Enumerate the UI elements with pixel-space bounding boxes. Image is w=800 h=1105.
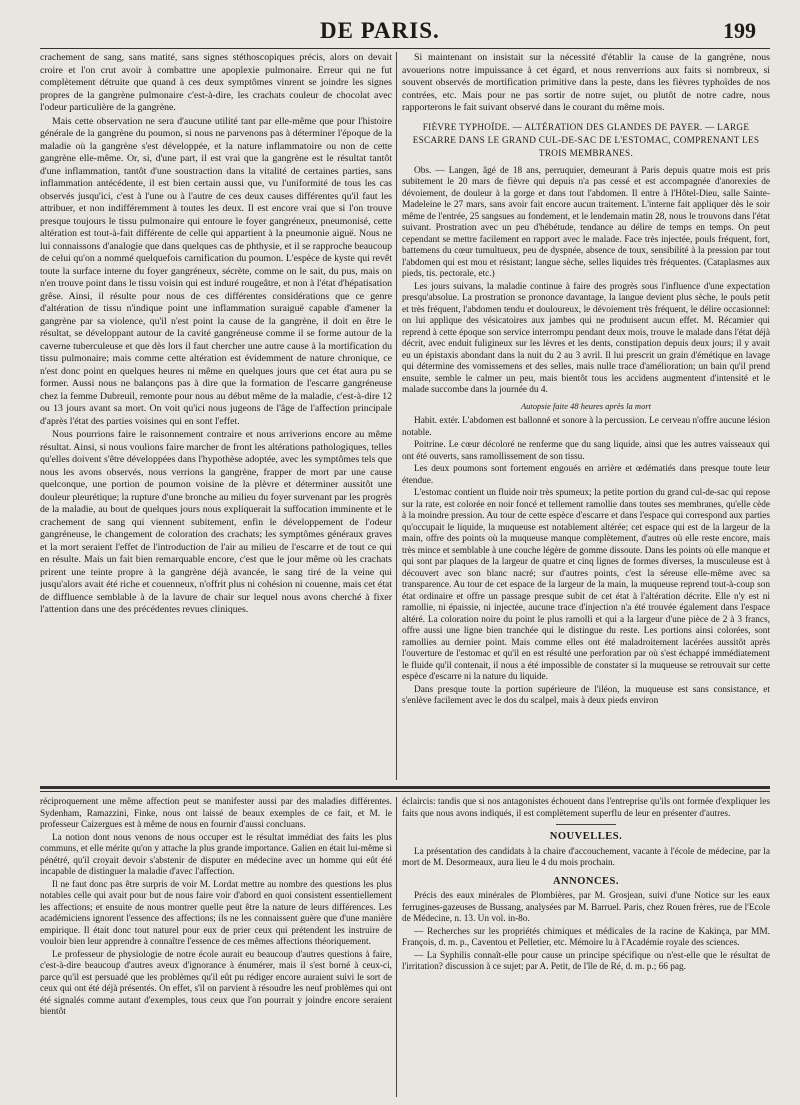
case-heading: FIÈVRE TYPHOÏDE. — ALTÉRATION DES GLANDES DE PAYER. — LARGE ESCARRE DANS LE GRAND CUL-DE-SAC DE L'ESTOMAC, COMPRENANT LES TROIS MEMBRANES. <box>412 121 760 158</box>
paragraph: La notion dont nous venons de nous occuper est le résultat immédiat des faits les plus communs, et elle mérite qu'on y attache la plus grande importance. Galien en était lui-même si pénétré, qu'il croyait devoir s'abstenir de disputer en médecine avec un homme qui eût été incapable de distinguer la maladie d'avec l'affection. <box>40 832 392 877</box>
divider <box>556 824 616 825</box>
paragraph: Nous pourrions faire le raisonnement contraire et nous arriverions encore au même résultat. Ainsi, si nous voulions faire marcher de front les altérations pathologiques, telles qu'elles doivent s'être développées dans l'hypothèse adoptée, avec les symptômes tels que nous les avons observés, nous verrions la gangrène, frapper de mort par une cause quelconque, une portion de poumon voisine de la plèvre et déterminer aussitôt une douleur pleurétique; la rupture d'une bronche au milieu du foyer survenant par les progrès de la maladie, au bout de quelques jours nous expliquerait la suffocation imminente et le crachement de sang qui viennent subitement, enfin le développement de l'odeur gangréneuse, le changement de coloration des crachats; les symptômes généraux graves et la mort seraient l'effet de l'introduction de l'air au milieu de l'escarre et de tout ce qui en résulte. Mais un fait bien remarquable encore, c'est que le jour même où les crachats prirent une teinte propre à la gangrène déjà avancée, le sang tiré de la veine qui jusqu'alors avait été riche et couenneux, n'offrit plus ni cohésion ni couenne, mais cet état de diffluence semblable à de la lavure de chair sur lequel nous avons cherché à fixer l'attention dans une des précédentes revues cliniques. <box>40 429 392 615</box>
observation-paragraph: Les jours suivans, la maladie continue à faire des progrès sous l'influence d'une expectation presqu'absolue. La prostration se prononce davantage, la langue devient plus sèche, le pouls petit et très fréquent, l'abdomen tendu et douloureux, le dévoiement très fréquent, le délire occasionnel: on lui applique des vésicatoires aux jambes qui ne produisent aucun effet. M. Récamier qui reprend à cette époque son service interrompu pendant deux mois, trouve le malade dans l'état déjà décrit, avec enduit fuligineux sur les lèvres et les dents, constipation depuis deux jours; il y avait eu un épistaxis abondant dans la nuit du 2 au 3 avril. Il lui prescrit un grain d'émétique en lavage qui détermine des vomissemens et des selles, mais nulle trace d'amélioration; un bain qu'il prend ensuite, semble le calmer un peu, mais bientôt tous les accidens augmentent d'intensité et le malade succombe dans la journée du 4. <box>402 281 770 395</box>
paragraph: Il ne faut donc pas être surpris de voir M. Lordat mettre au nombre des questions les plus notables celle qui avait pour but de nous faire voir d'abord en quoi consistent essentiellement les affections; et ensuite de nous montrer quelle peut être la nature de leurs différences. Les académiciens ignorent l'essence des affections; ils ne les connaissent guère que d'une manière empirique. Il était donc tout naturel pour eux de prier ceux qui prétendent les instruire de vouloir bien leur apprendre à connaître l'essence de ces mêmes affections théoriquement. <box>40 879 392 947</box>
running-head: DE PARIS. <box>320 18 440 43</box>
column-divider <box>396 52 397 780</box>
autopsy-paragraph: L'estomac contient un fluide noir très spumeux; la petite portion du grand cul-de-sac qui repose sur la rate, est colorée en noir foncé et tellement ramollie dans toutes ses membranes, qu'elle cède à la moindre pression. Au tour de cette espèce d'escarre et dans l'espace qui correspond aux parties qu'occupait le liquide, la muqueuse est notablement altérée; cet espace qui est de la largeur de la main, offre des points où la muqueuse manque complètement, d'autres où elle reste encore, mais très mince et semblable à une couche légère de gomme dissoute. Dans les points où elle manque et qui sont par plaques de la largeur de quatre et cinq lignes de formes diverses, la musculeuse est à découvert avec son blanc nacré; sur d'autres points, c'est la séreuse elle-même avec sa transparence. Au tour de cet espace de la largeur de la main, la muqueuse reprend tout-à-coup son état ordinaire et offre un passage presque subit de cet état à l'altération décrite. Elle n'y est ni ramollie, ni épaissie, ni injectée, aucune trace d'injection n'a été trouvée également dans l'espace altéré. La coloration noire du point le plus ramolli et qui a la largeur d'une pièce de 2 à 3 francs, offre aussi une ligne bien tranchée qui le distingue du reste. Les portions ainsi colorées, sont ramollies au dernier point. Mais comme elles ont été maladroitement lacérées aussitôt après l'ouverture de l'estomac et qu'il en est résulté une perforation par où s'est échappé immédiatement le fluide qu'il contenait, il nous a été impossible de constater si la muqueuse se retrouvait sur cette espèce d'escarre ni la nature du liquide. <box>402 488 770 682</box>
paragraph: réciproquement une même affection peut se manifester aussi par des maladies différentes. Sydenham, Ramazzini, Finke, nous ont laissé de beaux exemples de ce fait, et M. le professeur Caizergues est à même de nous en fournir d'aussi concluans. <box>40 797 392 830</box>
paragraph: éclaircis: tandis que si nos antagonistes échouent dans l'entreprise qu'ils ont formée d'expliquer les faits que nous avons indiqués, il est complètement superflu de leur en présenter d'autres. <box>402 797 770 819</box>
section-rule <box>40 791 770 792</box>
column-divider <box>396 797 397 1097</box>
paragraph: Si maintenant on insistait sur la nécessité d'établir la cause de la gangrène, nous avouerions notre impuissance à cet égard, et nous renverrions aux faits si nombreux, si souvent observés de mortification primitive dans la peste, dans les fièvres typhoïdes de nos contrées, etc. Mais pour ne pas sortir de notre sujet, ou plutôt de notre cadre, nous rapporterons le fait suivant observé dans le courant du même mois. <box>402 52 770 113</box>
paragraph: Le professeur de physiologie de notre école aurait eu beaucoup d'autres questions à faire, c'est-à-dire beaucoup d'autres aveux d'ignorance à énumérer, mais il s'est borné à ceux-ci, parce qu'il est persuadé que les problèmes qu'il eût pu rédiger encore auraient suivi le sort de ceux qui ont été déjà présentés. On effet, s'il on parvient à résoudre les neuf problèmes qui ont été signalés comme autant d'exemples, tous ceux que l'on pourrait y joindre encore seraient bientôt <box>40 949 392 1017</box>
annonces-title: ANNONCES. <box>552 875 620 887</box>
nouvelles-text: La présentation des candidats à la chaire d'accouchement, vacante à l'école de médecine, par la mort de M. Desormeaux, aura lieu le 4 du mois prochain. <box>402 846 770 868</box>
autopsy-paragraph: Poitrine. Le cœur décoloré ne renferme que du sang liquide, ainsi que les autres vaisseaux qui ont été ouverts, sans ramollissement de son tissu. <box>402 440 770 462</box>
left-column-bottom <box>40 797 392 1097</box>
page-header <box>0 14 800 46</box>
autopsy-paragraph: Habit. extér. L'abdomen est ballonné et sonore à la percussion. Le cerveau n'offre aucune lésion notable. <box>402 416 770 438</box>
section-rule <box>40 786 770 789</box>
announcement-item: — Recherches sur les propriétés chimiques et médicales de la racine de Kakinça, par MM. François, d. m. p., Caventou et Pelletier, etc. Mémoire lu à l'Académie royale des sciences. <box>402 926 770 948</box>
announcement-item: Précis des eaux minérales de Plombières, par M. Grosjean, suivi d'une Notice sur les eaux ferrugines-gazeuses de Bussang, analysées par M. Barruel. Paris, chez Rouen frères, rue de l'Ecole de Médecine, n. 13. Un vol. in-8o. <box>402 891 770 924</box>
right-column-top <box>402 52 770 780</box>
header-rule <box>40 48 770 49</box>
right-column-bottom <box>402 797 770 1097</box>
left-column-top <box>40 52 392 780</box>
nouvelles-title: NOUVELLES. <box>549 831 623 842</box>
autopsy-heading: Autopsie faite 48 heures après la mort <box>520 400 651 411</box>
observation-paragraph: Obs. — Langen, âgé de 18 ans, perruquier, demeurant à Paris depuis quatre mois est pris subitement le 20 mars de fièvre qui depuis n'a pas cessé et est accompagnée d'anorexies de dévoiement, de douleur à la gorge et dans tout l'abdomen. Il entre à l'Hôtel-Dieu, salle Sainte-Madeleine le 27 mars, sans avoir fait encore aucun traitement. L'interne fait appliquer dès le soir même de l'entrée, 25 sangsues au fondement, et le lendemain matin 28, nous le trouvons dans l'état suivant. Prostration avec un peu d'hébétude, tendance au délire de temps en temps. On peut cependant se mettre facilement en rapport avec le malade. Face très injectée, pouls fréquent, fort, battemens du cœur tumultueux, peu de dyspnée, absence de toux, sensibilité à la pression par tout l'abdomen qui est mou et résistant; langue sèche, selles liquides très fréquentes. (Cataplasmes aux pieds, tis. pectorale, etc.) <box>402 165 770 279</box>
paragraph: crachement de sang, sans matité, sans signes stéthoscopiques précis, alors on devait croire et l'on crut avoir à combattre une apoplexie pulmonaire. Erreur qui ne fut complètement détruite que quand à ces deux symptômes vinrent se joindre les signes propres de la gangrène pulmonaire c'est-à-dire, les crachats couleur de chocolat avec l'odeur particulière de la gangrène. <box>40 52 392 113</box>
paragraph: Mais cette observation ne sera d'aucune utilité tant par elle-même que pour l'histoire générale de la gangrène du poumon, si nous ne parvenons pas à déterminer l'époque de la maladie où la gangrène s'est développée, et la nature inflammatoire ou non de cette gangrène elle-même. Or, si, d'une part, il est vrai que la gangrène est le résultat tantôt d'une inflammation, tantôt d'une soustraction dans la vitalité de certaines parties, sans inflammation antécédente, il est bien certain aussi que, vu l'uniformité de tous les cas observés jusqu'ici, c'est à l'une ou à l'autre de ces deux causes différentes qu'il faut les attribuer, et non indifféremment à toutes les deux. Il est encore vrai que si l'on trouve presque toujours le tissu pulmonaire qui entoure le foyer gangréneux, pneumonisé, cette altération est tout-à-fait différente de celle qui appartient à la pneumonie aiguë. Nous ne lui connaissons d'analogie que dans quelques cas de phthysie, et il se rapproche beaucoup de celui qu'on a nommé quelquefois carnification du poumon. L'espèce de kyste qui revêt toute la surface interne du foyer gangréneux, sécrète, comme on le sait, du pus, mais on n'en trouve point dans le tissu voisin qui est induré rougeâtre, et non à l'état d'hépatisation grêse. Ainsi, il résulte pour nous de ces différentes considérations que ce genre d'altération de tissu n'indique point une inflammation suraiguë capable d'amener la gangrène par sa violence, qu'il n'est point la cause de la gangrène, il doit en être le résultat, se développant autour de la cavité gangréneuse comme il se forme autour de la caverne tuberculeuse et que dès lors il faut chercher une autre cause à la mortification du tissu pulmonaire; mais comme cette altération est évidemment de nature chronique, ce n'est donc point en quelques heures ni même en quelques jours que cet état aura pu se former. Aussi nous ne balançons pas à dire que la formation de l'escarre gangréneuse chez la femme Dubreuil, remonte pour nous au début même de la maladie, c'est-à-dire 12 ou 13 jours avant sa mort. On voit qu'ici nous jugeons de l'âge de l'affection principale d'après l'état des parties voisines qui en sont l'effet. <box>40 115 392 427</box>
autopsy-paragraph: Les deux poumons sont fortement engoués en arrière et œdématiés dans presque toute leur étendue. <box>402 464 770 486</box>
autopsy-paragraph: Dans presque toute la portion supérieure de l'iléon, la muqueuse est sans consistance, et s'enlève facilement avec le dos du scalpel, mais à deux pieds environ <box>402 684 770 706</box>
announcement-item: — La Syphilis connaît-elle pour cause un principe spécifique ou n'est-elle que le résultat de l'irritation? discussion à ce sujet; par A. Petit, de l'île de Ré, d. m. p.; 66 pag. <box>402 950 770 972</box>
page-number: 199 <box>723 18 756 43</box>
